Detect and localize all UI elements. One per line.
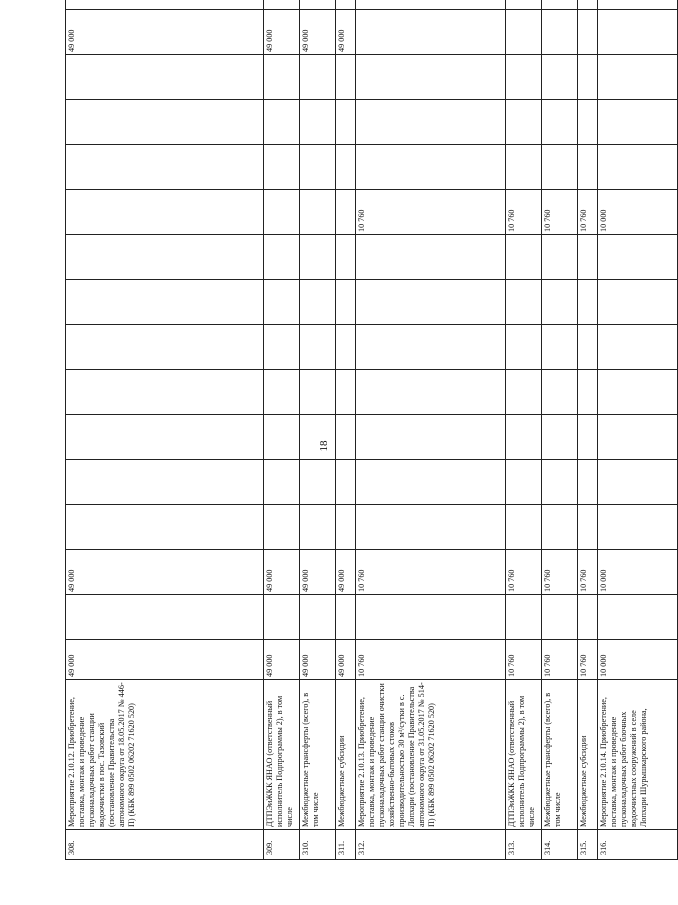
value-cell (506, 370, 542, 415)
row-description-cell: Межбюджетные трансферты (всего), в том числе (300, 680, 336, 830)
value-cell (598, 100, 678, 145)
value-cell (336, 55, 356, 100)
value-cell (578, 370, 598, 415)
value-cell: 49 000 (66, 550, 264, 595)
value-cell (506, 460, 542, 505)
table-row (542, 0, 578, 860)
value-cell (66, 595, 264, 640)
value-cell (300, 460, 336, 505)
value-cell (66, 235, 264, 280)
value-cell: 10 760 (542, 190, 578, 235)
value-cell (264, 505, 300, 550)
value-cell (506, 505, 542, 550)
value-cell (300, 595, 336, 640)
value-cell (598, 415, 678, 460)
budget-table (65, 0, 678, 860)
value-cell (356, 370, 506, 415)
table-row (578, 0, 598, 860)
value-cell (598, 370, 678, 415)
value-cell (336, 460, 356, 505)
row-index-cell: 308. (66, 830, 264, 860)
value-cell (336, 0, 356, 10)
value-cell (598, 505, 678, 550)
row-index-cell: 311. (336, 830, 356, 860)
value-cell: 10 760 (542, 640, 578, 680)
value-cell (336, 235, 356, 280)
row-index-cell: 314. (542, 830, 578, 860)
value-cell (264, 415, 300, 460)
value-cell: 10 000 (598, 640, 678, 680)
value-cell (356, 10, 506, 55)
row-description-cell: ДТПЭиЖКК ЯНАО (ответственный исполнитель Подпрограммы 2), в том числе (264, 680, 300, 830)
value-cell (66, 415, 264, 460)
value-cell (336, 190, 356, 235)
value-cell (300, 280, 336, 325)
row-description-cell: Межбюджетные субсидии (336, 680, 356, 830)
row-description-cell: Межбюджетные субсидии (578, 680, 598, 830)
value-cell (300, 370, 336, 415)
value-cell (336, 100, 356, 145)
value-cell (264, 100, 300, 145)
value-cell (356, 0, 506, 10)
value-cell: 49 000 (336, 10, 356, 55)
value-cell (598, 10, 678, 55)
value-cell (598, 55, 678, 100)
value-cell (66, 460, 264, 505)
value-cell (356, 55, 506, 100)
value-cell (542, 10, 578, 55)
value-cell (66, 370, 264, 415)
value-cell (264, 280, 300, 325)
value-cell (264, 235, 300, 280)
value-cell: 49 000 (336, 550, 356, 595)
value-cell (542, 595, 578, 640)
value-cell (336, 415, 356, 460)
row-description-cell: ДТПЭиЖКК ЯНАО (ответственный исполнитель Подпрограммы 2), в том числе (506, 680, 542, 830)
value-cell (300, 415, 336, 460)
value-cell (542, 325, 578, 370)
value-cell (578, 55, 598, 100)
row-index-cell: 310. (300, 830, 336, 860)
value-cell (598, 235, 678, 280)
value-cell (300, 190, 336, 235)
value-cell (66, 505, 264, 550)
value-cell (356, 505, 506, 550)
value-cell (506, 10, 542, 55)
table-row (264, 0, 300, 860)
value-cell (506, 0, 542, 10)
value-cell (598, 595, 678, 640)
value-cell: 49 000 (264, 640, 300, 680)
value-cell (578, 0, 598, 10)
value-cell (264, 145, 300, 190)
value-cell: 49 000 (300, 10, 336, 55)
value-cell (264, 460, 300, 505)
value-cell (66, 280, 264, 325)
value-cell (506, 280, 542, 325)
value-cell (336, 370, 356, 415)
value-cell (542, 370, 578, 415)
value-cell (578, 460, 598, 505)
row-description-cell: Мероприятие 2.10.14. Приобретение, поставка, монтаж и проведение пусконаладочных работ блочных водоочистных сооружений в селе Лопхари Шурышкарского района, (598, 680, 678, 830)
row-index-cell: 312. (356, 830, 506, 860)
value-cell: 10 760 (356, 640, 506, 680)
value-cell: 10 760 (506, 550, 542, 595)
value-cell (578, 505, 598, 550)
table-row (66, 0, 264, 860)
value-cell (300, 100, 336, 145)
value-cell (264, 370, 300, 415)
table-sheet (65, 13, 648, 860)
value-cell (578, 595, 598, 640)
value-cell (336, 595, 356, 640)
table-row (356, 0, 506, 860)
value-cell (66, 190, 264, 235)
value-cell (578, 10, 598, 55)
value-cell (598, 145, 678, 190)
value-cell (542, 0, 578, 10)
value-cell (66, 100, 264, 145)
value-cell (578, 325, 598, 370)
value-cell (300, 505, 336, 550)
value-cell (300, 235, 336, 280)
value-cell (542, 280, 578, 325)
value-cell (598, 0, 678, 10)
value-cell (336, 325, 356, 370)
value-cell (300, 55, 336, 100)
value-cell (578, 100, 598, 145)
value-cell: 10 000 (598, 190, 678, 235)
value-cell (264, 325, 300, 370)
value-cell (506, 415, 542, 460)
value-cell (300, 145, 336, 190)
row-index-cell: 316. (598, 830, 678, 860)
page-number: 18 (318, 440, 330, 452)
value-cell (264, 190, 300, 235)
value-cell: 10 760 (356, 190, 506, 235)
value-cell (542, 235, 578, 280)
value-cell: 10 760 (578, 550, 598, 595)
value-cell (356, 460, 506, 505)
value-cell (578, 235, 598, 280)
value-cell (336, 505, 356, 550)
value-cell (598, 325, 678, 370)
value-cell (578, 280, 598, 325)
value-cell: 49 000 (66, 640, 264, 680)
value-cell (506, 325, 542, 370)
value-cell: 49 000 (300, 640, 336, 680)
value-cell (578, 415, 598, 460)
value-cell (356, 325, 506, 370)
value-cell: 10 000 (598, 550, 678, 595)
value-cell (598, 280, 678, 325)
value-cell: 49 000 (264, 10, 300, 55)
value-cell (506, 145, 542, 190)
value-cell (336, 145, 356, 190)
value-cell (356, 415, 506, 460)
row-index-cell: 313. (506, 830, 542, 860)
value-cell (542, 55, 578, 100)
value-cell (356, 145, 506, 190)
row-description-cell: Мероприятие 2.10.13. Приобретение, поставка, монтаж и проведение пусконаладочных работ станции очистки хозяйственно-бытовых стоков производительностью 30 м³/сутки в с. Лопхари (постановление Правительства автономного округа от 31.05.2017 № 514-П) (КБК 899 0502 06202 71620 520) (356, 680, 506, 830)
value-cell (542, 505, 578, 550)
value-cell (356, 100, 506, 145)
value-cell (264, 55, 300, 100)
value-cell (506, 100, 542, 145)
table-row (506, 0, 542, 860)
value-cell: 49 000 (336, 640, 356, 680)
table-row (300, 0, 336, 860)
value-cell (542, 460, 578, 505)
value-cell: 10 760 (506, 640, 542, 680)
value-cell: 49 000 (264, 550, 300, 595)
value-cell: 10 760 (578, 190, 598, 235)
value-cell (66, 325, 264, 370)
value-cell (542, 100, 578, 145)
value-cell (356, 280, 506, 325)
value-cell (300, 0, 336, 10)
table-row (336, 0, 356, 860)
value-cell (264, 0, 300, 10)
value-cell (578, 145, 598, 190)
value-cell (598, 460, 678, 505)
value-cell (66, 55, 264, 100)
value-cell (506, 55, 542, 100)
value-cell: 10 760 (356, 550, 506, 595)
value-cell (356, 235, 506, 280)
value-cell (542, 145, 578, 190)
value-cell: 10 760 (542, 550, 578, 595)
row-index-cell: 315. (578, 830, 598, 860)
value-cell: 49 000 (300, 550, 336, 595)
value-cell (300, 325, 336, 370)
value-cell: 49 000 (66, 10, 264, 55)
value-cell (506, 595, 542, 640)
value-cell (506, 235, 542, 280)
value-cell (66, 145, 264, 190)
value-cell (66, 0, 264, 10)
value-cell: 10 760 (506, 190, 542, 235)
value-cell (542, 415, 578, 460)
value-cell (264, 595, 300, 640)
row-index-cell: 309. (264, 830, 300, 860)
table-row (598, 0, 678, 860)
value-cell (336, 280, 356, 325)
row-description-cell: Мероприятие 2.10.12. Приобретение, поставка, монтаж и проведение пусконаладочных работ станции водоочистки в пос. Тазовский (постановление Правительства автономного округа от 18.05.2017 № 446-П) (КБК 899 0502 06202 71620 520) (66, 680, 264, 830)
row-description-cell: Межбюджетные трансферты (всего), в том числе (542, 680, 578, 830)
value-cell: 10 760 (578, 640, 598, 680)
value-cell (356, 595, 506, 640)
